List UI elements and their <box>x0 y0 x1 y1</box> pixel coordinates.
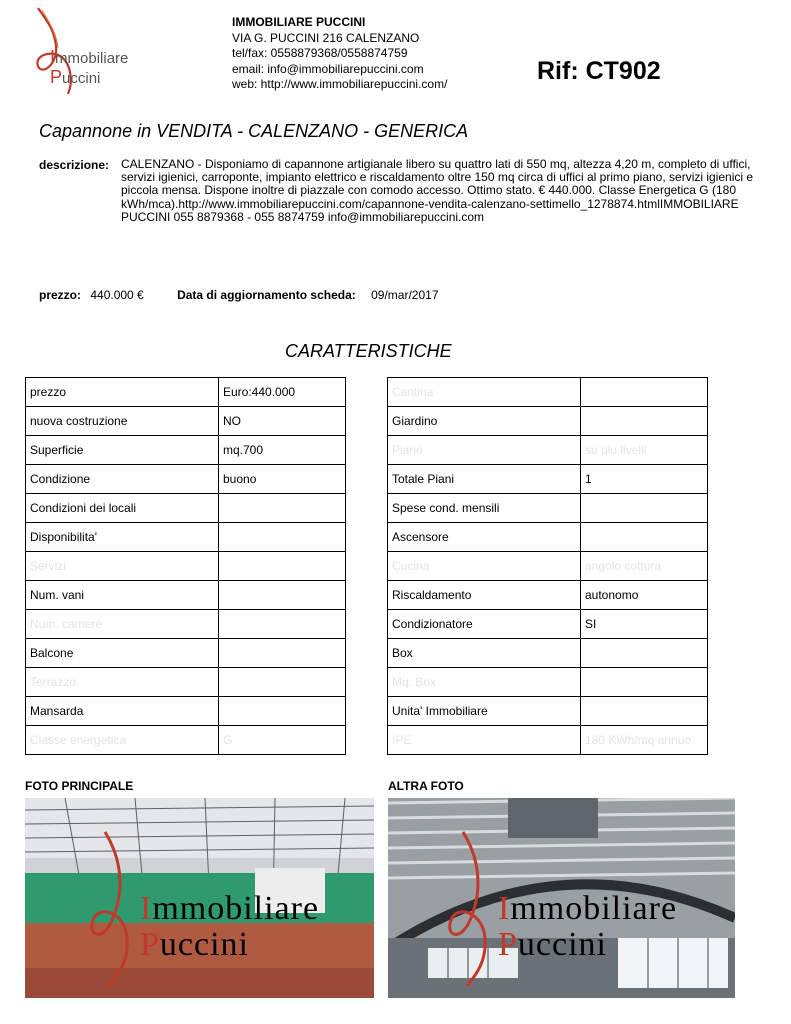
watermark-swirl <box>85 828 145 988</box>
feature-row <box>26 610 346 639</box>
feature-key: Ascensore <box>388 523 581 552</box>
feature-key: Balcone <box>26 639 219 668</box>
feature-key: Mansarda <box>26 697 219 726</box>
feature-row <box>26 465 346 494</box>
other-photo[interactable] <box>388 798 735 998</box>
update-value: 09/mar/2017 <box>371 288 439 302</box>
agency-address: VIA G. PUCCINI 216 CALENZANO <box>232 30 420 45</box>
feature-key: Unita' Immobiliare <box>388 697 581 726</box>
feature-row <box>26 407 346 436</box>
feature-key: Cucina <box>388 552 581 581</box>
feature-value <box>581 523 708 552</box>
feature-value <box>219 494 346 523</box>
watermark-swirl <box>443 828 503 988</box>
feature-key: Num. camere <box>26 610 219 639</box>
feature-row <box>388 697 708 726</box>
agency-name: IMMOBILIARE PUCCINI <box>232 15 366 29</box>
update-label: Data di aggiornamento scheda: <box>177 288 356 302</box>
feature-value <box>219 523 346 552</box>
feature-value <box>219 639 346 668</box>
feature-key: Totale Piani <box>388 465 581 494</box>
feature-key: Cantina <box>388 378 581 407</box>
feature-row <box>388 581 708 610</box>
feature-row <box>388 378 708 407</box>
feature-key: nuova costruzione <box>26 407 219 436</box>
description-label: descrizione: <box>39 158 110 172</box>
feature-key: Condizione <box>26 465 219 494</box>
photo-watermark <box>388 798 735 998</box>
feature-row <box>26 639 346 668</box>
feature-value: G <box>219 726 346 755</box>
feature-value: mq.700 <box>219 436 346 465</box>
price-row <box>39 288 439 302</box>
feature-key: Condizioni dei locali <box>26 494 219 523</box>
feature-value: SI <box>581 610 708 639</box>
feature-row <box>388 494 708 523</box>
feature-row <box>26 668 346 697</box>
feature-key: Num. vani <box>26 581 219 610</box>
agency-web[interactable]: web: http://www.immobiliarepuccini.com/ <box>232 77 448 91</box>
feature-value: autonomo <box>581 581 708 610</box>
feature-value <box>581 697 708 726</box>
feature-row <box>388 436 708 465</box>
watermark-line-2: Puccini <box>498 926 607 963</box>
agency-telfax: tel/fax: 0558879368/0558874759 <box>232 46 408 60</box>
watermark-line-1: Immobiliare <box>140 890 320 927</box>
feature-value: angolo cottura <box>581 552 708 581</box>
reference-code: Rif: CT902 <box>537 57 661 85</box>
features-table-right <box>387 377 708 755</box>
feature-row <box>26 581 346 610</box>
logo-word-1: Immobiliare <box>50 47 129 67</box>
feature-row <box>26 552 346 581</box>
watermark-line-1: Immobiliare <box>498 890 678 927</box>
section-title: CARATTERISTICHE <box>285 341 452 361</box>
feature-value <box>219 581 346 610</box>
feature-value <box>581 668 708 697</box>
feature-key: Superficie <box>26 436 219 465</box>
feature-key: IPE <box>388 726 581 755</box>
photo-watermark <box>25 798 374 998</box>
watermark-line-2: Puccini <box>140 926 249 963</box>
feature-row <box>26 436 346 465</box>
features-table-left <box>25 377 346 755</box>
agency-email[interactable]: email: info@immobiliarepuccini.com <box>232 61 424 76</box>
feature-row <box>388 668 708 697</box>
feature-row <box>388 610 708 639</box>
feature-row <box>388 639 708 668</box>
feature-row <box>388 726 708 755</box>
feature-key: Classe energetica <box>26 726 219 755</box>
feature-key: Terrazzo <box>26 668 219 697</box>
feature-value <box>581 639 708 668</box>
other-photo-label: ALTRA FOTO <box>388 779 464 793</box>
agency-info <box>232 15 447 93</box>
feature-value <box>219 610 346 639</box>
feature-value <box>581 494 708 523</box>
price-value: 440.000 € <box>90 288 144 302</box>
feature-value <box>219 668 346 697</box>
feature-value <box>219 697 346 726</box>
feature-value <box>581 378 708 407</box>
feature-value <box>219 552 346 581</box>
feature-row <box>388 407 708 436</box>
feature-key: Box <box>388 639 581 668</box>
feature-key: Piano <box>388 436 581 465</box>
feature-value: buono <box>219 465 346 494</box>
feature-row <box>388 523 708 552</box>
feature-key: Spese cond. mensili <box>388 494 581 523</box>
feature-key: Mq. Box <box>388 668 581 697</box>
feature-row <box>26 494 346 523</box>
feature-key: Condizionatore <box>388 610 581 639</box>
main-photo-label: FOTO PRINCIPALE <box>25 779 134 793</box>
feature-row <box>26 523 346 552</box>
feature-row <box>388 552 708 581</box>
feature-key: Giardino <box>388 407 581 436</box>
feature-value: su piu livelli <box>581 436 708 465</box>
listing-title: Capannone in VENDITA - CALENZANO - GENERICA <box>39 121 469 141</box>
feature-key: Riscaldamento <box>388 581 581 610</box>
logo-word-2: Puccini <box>50 67 101 87</box>
feature-key: prezzo <box>26 378 219 407</box>
feature-row <box>388 465 708 494</box>
feature-value: 1 <box>581 465 708 494</box>
price-label: prezzo: <box>39 288 81 302</box>
main-photo[interactable] <box>25 798 374 998</box>
feature-key: Servizi <box>26 552 219 581</box>
feature-key: Disponibilita' <box>26 523 219 552</box>
feature-value: Euro:440.000 <box>219 378 346 407</box>
agency-logo <box>32 6 150 98</box>
feature-row <box>26 697 346 726</box>
feature-value <box>581 407 708 436</box>
feature-value: NO <box>219 407 346 436</box>
description-text: CALENZANO - Disponiamo di capannone artigianale libero su quattro lati di 550 mq, altezza 4,20 m, completo di uffici, servizi igienici, carroponte, impianto elettrico e riscaldamento oltre 150 mq circa di uffici al primo piano, servizi igienici e piccola mensa. Dispone inoltre di piazzale con comodo accesso. Ottimo stato. € 440.000. Classe Energetica G (180 kWh/mca).http://www.immobiliarepuccini.com/capannone-vendita-calenzano-settimello_1278874.htmlIMMOBILIARE PUCCINI 055 8879368 - 055 8874759 info@immobiliarepuccini.com <box>121 157 754 224</box>
feature-row <box>26 726 346 755</box>
feature-value: 180 KWh/mq annuo <box>581 726 708 755</box>
feature-row <box>26 378 346 407</box>
